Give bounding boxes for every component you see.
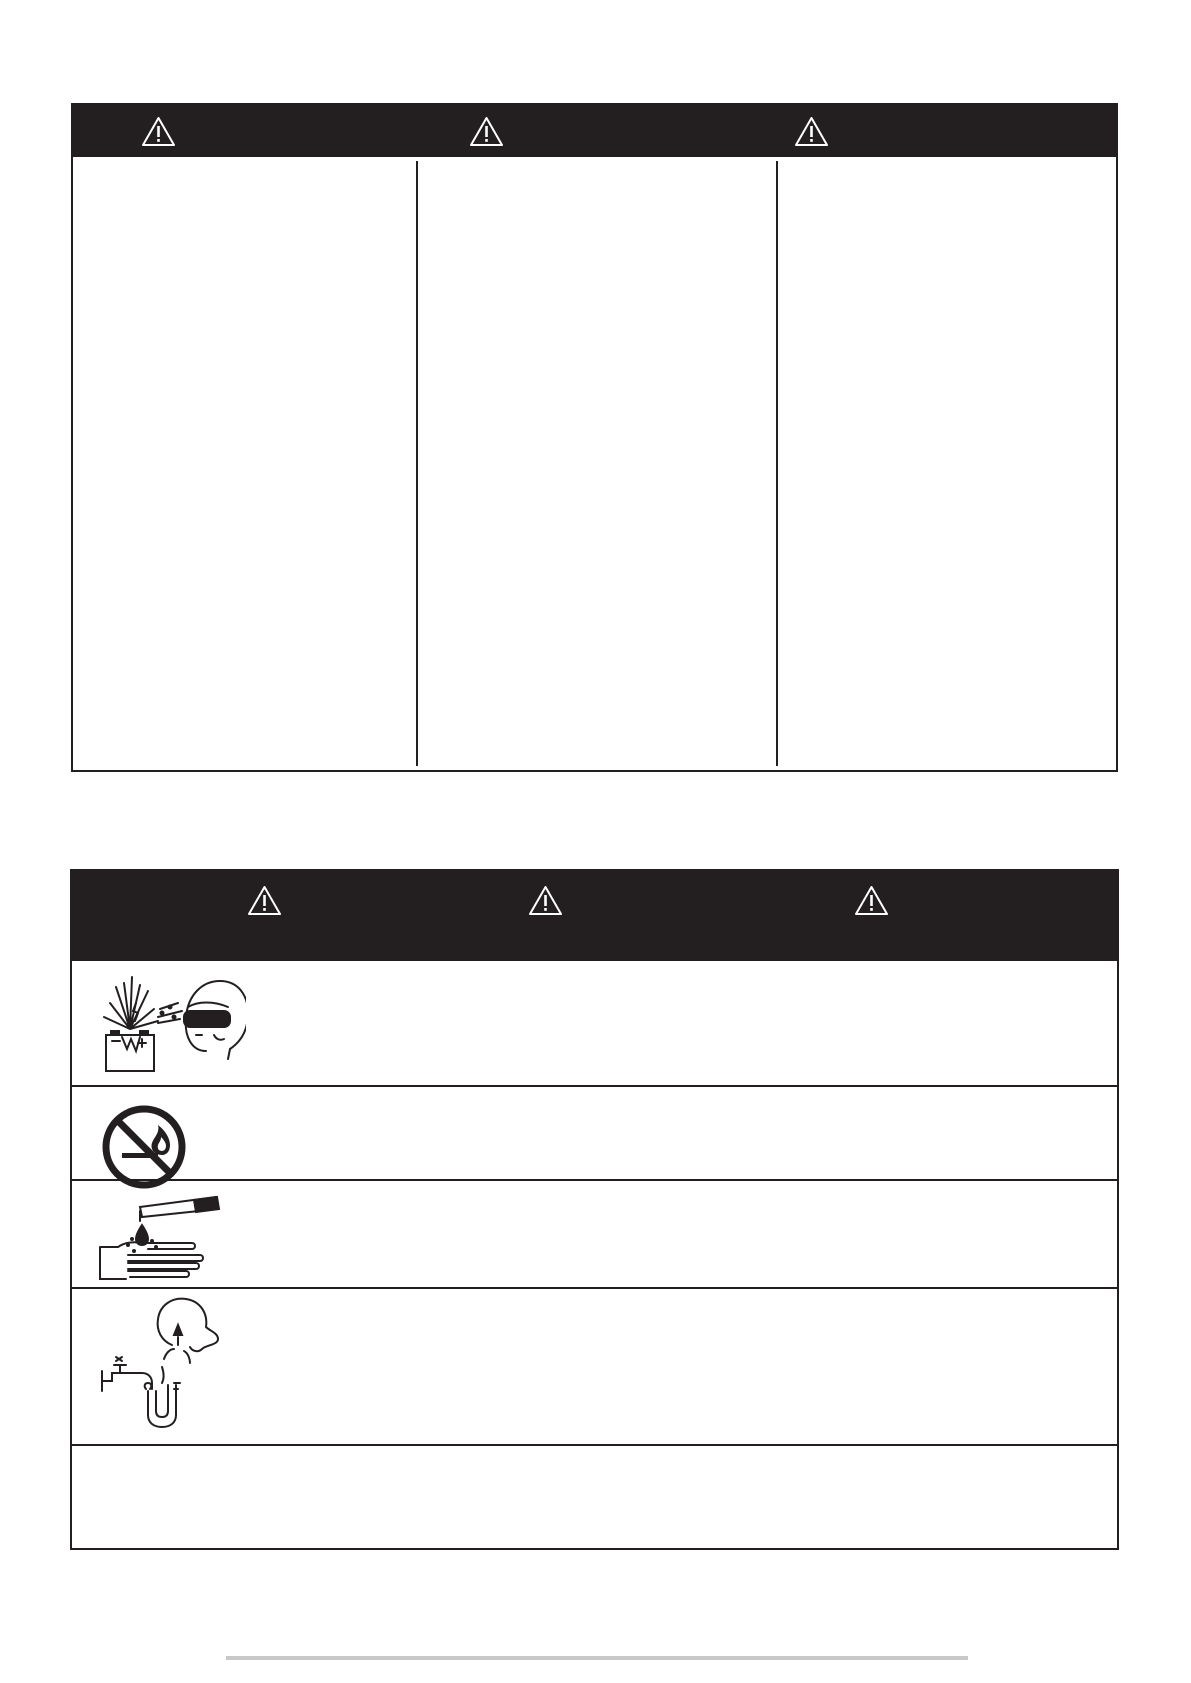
footer-rule — [226, 1656, 968, 1660]
eye-rinse-water-tap-icon — [98, 1295, 230, 1431]
warning-triangle-icon — [469, 116, 504, 147]
column-divider — [416, 161, 418, 766]
panel-bottom-header — [72, 871, 1117, 961]
warning-triangle-icon — [854, 885, 889, 916]
warning-triangle-icon — [528, 885, 563, 916]
warning-triangle-icon — [247, 885, 282, 916]
no-open-flame-icon — [100, 1103, 188, 1191]
row-divider — [72, 1287, 1117, 1289]
warning-triangle-icon — [141, 116, 176, 147]
battery-explosion-eye-protection-icon — [96, 973, 246, 1077]
warning-triangle-icon — [794, 116, 829, 147]
row-divider — [72, 1179, 1117, 1181]
acid-burn-hand-icon — [98, 1189, 226, 1287]
row-divider — [72, 1085, 1117, 1087]
safety-panel-bottom — [70, 869, 1119, 1550]
panel-top-header — [73, 105, 1116, 157]
safety-panel-top — [71, 103, 1118, 772]
row-divider — [72, 1444, 1117, 1446]
column-divider — [776, 161, 778, 766]
